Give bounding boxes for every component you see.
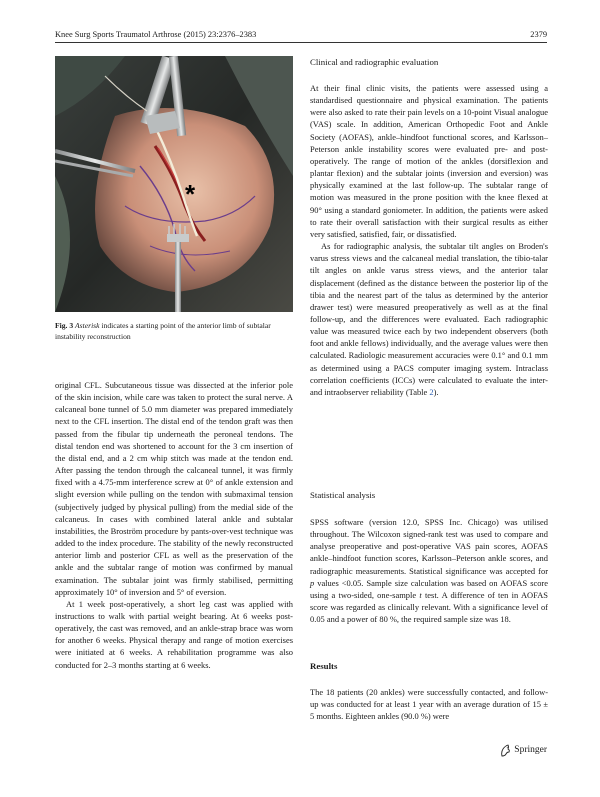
figure-caption [55, 321, 293, 343]
figure-label: Fig. 3 [55, 321, 74, 330]
paragraph-radiographic [310, 240, 548, 398]
right-column-results [310, 686, 548, 722]
journal-citation: Knee Surg Sports Traumatol Arthrose (2015) 23:2376–2383 [55, 30, 257, 39]
stats-text-c: test. A difference of ten in AOFAS score was regarded as clinically relevant. With a significance level of 0.05 and a power of 80 %, the required sample size was 18. [310, 589, 548, 625]
right-column-clinical [310, 82, 548, 398]
asterisk-marker: * [185, 179, 196, 209]
left-column-body [55, 379, 293, 671]
paragraph-statistics [310, 516, 548, 625]
stats-p-symbol: p [310, 577, 315, 588]
paragraph-results: The 18 patients (20 ankles) were successfully contacted, and follow-up was conducted for at least 1 year with an average duration of 15 ± 5 months. Eighteen ankles (90.0 %) were [310, 687, 548, 722]
paragraph-clinical: At their final clinic visits, the patients were assessed using a standardised questionnaire and physical examination. The patients were also asked to rate their pain levels on a 10-point Visual analogue (VAS) scale. In addition, American Orthopedic Foot and Ankle Society (AOFAS), ankle–hindfoot functional scores, and Karlsson–Peterson ankle instability scores were evaluated pre- and post-operatively. The range of motion of the ankles (dorsiflexion and plantar flexion) and the subtalar joints (inversion and eversion) was physically examined at the last follow-up. The subtalar range of motion was measured in the prone position with the knee flexed at 90° using a standard goniometer. In addition, the patients were asked to rate their overall satisfaction with their surgical results as either very satisfied, satisfied, fair, or dissatisfied. [310, 83, 548, 239]
springer-logo [500, 743, 547, 757]
caption-emphasis: Asterisk [75, 321, 100, 330]
section-title-results: Results [310, 661, 338, 671]
page-number: 2379 [530, 30, 547, 39]
surgical-photo [55, 56, 293, 312]
radiographic-tail: ). [433, 386, 439, 397]
table-2-link[interactable]: 2 [429, 386, 434, 397]
section-title-statistics: Statistical analysis [310, 490, 376, 500]
figure-3-photo [55, 56, 293, 312]
right-column-statistics [310, 516, 548, 625]
header-rule [55, 42, 547, 43]
section-title-clinical: Clinical and radiographic evaluation [310, 57, 439, 67]
radiographic-text: As for radiographic analysis, the subtalar tilt angles on Broden's varus stress views and the calcaneal medial translation, the tibio-talar tilt angles on ankle varus stress views, and the anterior talar displacement (defined as the distance between the posterior lip of the tibia and the nearest part of the talus as determined by the anterior drawer test) were measured preoperatively as well as at the final follow-up, and the differences were evaluated. Each radiographic value was measured twice each by two independent observers (both foot and ankle fellows) individually, and the average values were then calculated. Radiologic measurement accuracies were 0.1° and 0.1 mm as determined using a PACS computer imaging system. Intraclass correlation coefficients (ICCs) were calculated to evaluate the inter- and intraobserver reliability (Table [310, 241, 548, 397]
stats-t-symbol: t [419, 589, 422, 600]
paragraph-postop: At 1 week post-operatively, a short leg cast was applied with instructions to walk with partial weight bearing. At 6 weeks post-operatively, the cast was removed, and an ankle-strap brace was worn for another 6 weeks. Physical therapy and range of motion exercises were initiated at 6 weeks. A rehabilitation programme was also conducted for 2–3 months starting at 6 weeks. [55, 598, 293, 670]
caption-text: indicates a starting point of the anterior limb of subtalar instability reconstruction [55, 321, 271, 341]
springer-horse-icon [500, 744, 511, 757]
running-header [55, 29, 547, 41]
stats-text-a: SPSS software (version 12.0, SPSS Inc. Chicago) was utilised throughout. The Wilcoxon signed-rank test was used to compare and analyse preoperative and post-operative VAS pain scores, AOFAS ankle–hindfoot function scores, Karlsson–Peterson ankle scores, and radiographic measurements. Statistical significance was accepted for [310, 517, 548, 576]
publisher-name: Springer [514, 745, 547, 755]
stats-text-b: values <0.05. Sample size calculation was based on AOFAS score using a two-sided, one-sample [310, 577, 548, 600]
paragraph-procedure: original CFL. Subcutaneous tissue was dissected at the inferior pole of the skin incision, while care was taken to protect the sural nerve. A calcaneal bone tunnel of 5.0 mm diameter was prepared immediately next to the CFL insertion. The distal end of the tendon graft was then passed from the fibular tip underneath the peroneal tendons. The distal tendon end was shortened to account for the 3 cm insertion of the distal end, and a 2 cm whip stitch was made at the tendon end. After passing the tendon through the calcaneal tunnel, it was firmly fixed with a 4.75-mm interference screw at 0° of ankle extension and slight eversion while pulling on the tendon with submaximal tension (subjectively judged by physical pulling) from the medial side of the calcaneus. In cases with combined lateral ankle and subtalar instabilities, the Broström procedure by pants-over-vest technique was added to the index procedure. The stability of the newly reconstructed anterior limb and posterior CFL as well as the preservation of the ankle and the subtalar range of motion was confirmed by manual examination. The subtalar joint was firmly stabilised, permitting approximately 10° of inversion and 5° of eversion. [55, 380, 293, 597]
